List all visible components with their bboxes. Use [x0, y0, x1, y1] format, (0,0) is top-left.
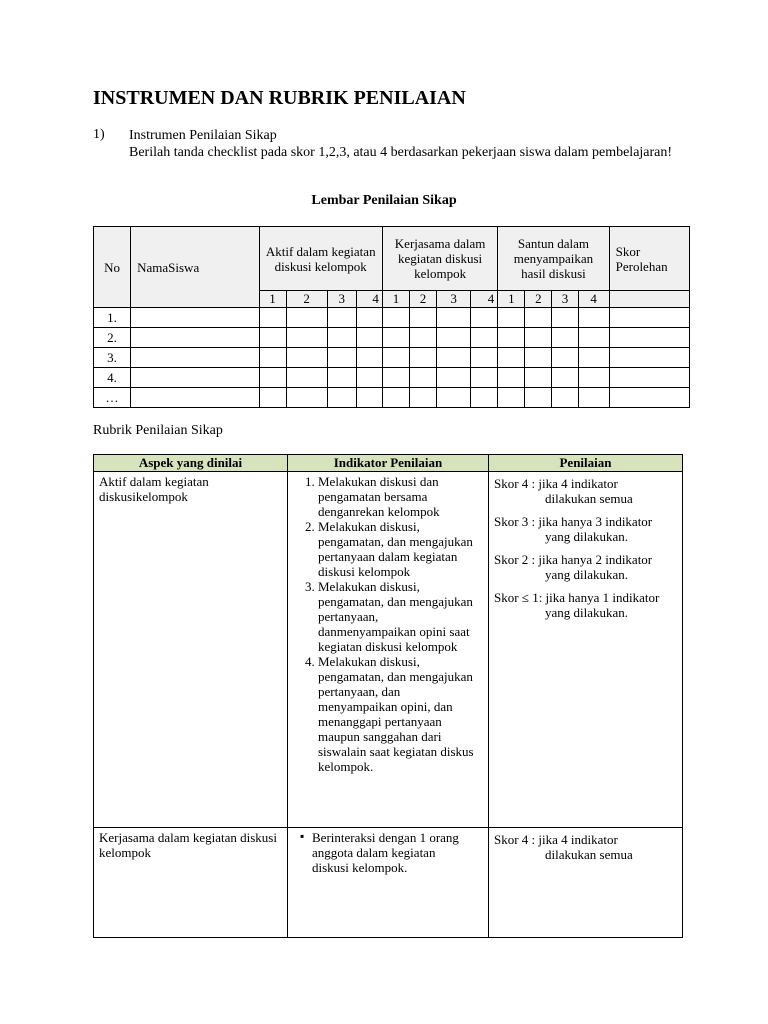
score-label: Skor ≤ 1: jika hanya 1 indikator	[494, 590, 660, 605]
rubric-scores	[489, 828, 683, 938]
score-checkbox-cell[interactable]	[259, 328, 286, 348]
rubric-indicators	[288, 472, 489, 828]
score-checkbox-cell[interactable]	[498, 328, 525, 348]
score-checkbox-cell[interactable]	[471, 348, 498, 368]
score-checkbox-cell[interactable]	[356, 368, 382, 388]
score-obtained-blank	[609, 291, 689, 308]
score-checkbox-cell[interactable]	[409, 348, 436, 368]
score-checkbox-cell[interactable]	[356, 308, 382, 328]
score-checkbox-cell[interactable]	[552, 388, 578, 408]
score-checkbox-cell[interactable]	[525, 328, 552, 348]
score-checkbox-cell[interactable]	[525, 348, 552, 368]
student-row	[94, 348, 690, 368]
header-score-obtained: Skor Perolehan	[609, 227, 689, 291]
score-checkbox-cell[interactable]	[471, 388, 498, 408]
score-label: Skor 4 : jika 4 indikator	[494, 832, 618, 847]
score-level-1: 1	[498, 291, 525, 308]
score-obtained-cell[interactable]	[609, 308, 689, 328]
score-checkbox-cell[interactable]	[437, 388, 471, 408]
section-number: 1)	[93, 127, 105, 142]
score-checkbox-cell[interactable]	[437, 308, 471, 328]
score-checkbox-cell[interactable]	[356, 388, 382, 408]
score-obtained-cell[interactable]	[609, 368, 689, 388]
score-checkbox-cell[interactable]	[382, 308, 409, 328]
score-checkbox-cell[interactable]	[327, 388, 356, 408]
score-checkbox-cell[interactable]	[259, 308, 286, 328]
score-checkbox-cell[interactable]	[525, 368, 552, 388]
score-entry	[494, 514, 677, 544]
score-checkbox-cell[interactable]	[382, 388, 409, 408]
score-checkbox-cell[interactable]	[286, 308, 327, 328]
section-instruction: Berilah tanda checklist pada skor 1,2,3, atau 4 berdasarkan pekerjaan siswa dalam pembelajaran!	[129, 145, 673, 160]
header-aspect-politeness: Santun dalam menyampaikan hasil diskusi	[498, 227, 609, 291]
section-heading: Instrumen Penilaian Sikap	[129, 128, 277, 143]
row-number: 3.	[94, 348, 131, 368]
header-indicator: Indikator Penilaian	[288, 455, 489, 472]
row-number: 4.	[94, 368, 131, 388]
score-checkbox-cell[interactable]	[259, 348, 286, 368]
score-checkbox-cell[interactable]	[437, 328, 471, 348]
score-label: Skor 4 : jika 4 indikator	[494, 476, 618, 491]
score-desc: dilakukan semua	[545, 847, 633, 862]
score-checkbox-cell[interactable]	[382, 328, 409, 348]
student-name-cell[interactable]	[131, 328, 259, 348]
score-checkbox-cell[interactable]	[327, 328, 356, 348]
score-desc: yang dilakukan.	[545, 529, 629, 544]
header-no: No	[94, 227, 131, 308]
score-checkbox-cell[interactable]	[578, 368, 609, 388]
score-desc: yang dilakukan.	[545, 605, 629, 620]
score-desc: dilakukan semua	[545, 491, 633, 506]
score-level-4: 4	[356, 291, 382, 308]
student-name-cell[interactable]	[131, 388, 259, 408]
score-checkbox-cell[interactable]	[525, 388, 552, 408]
score-entry	[494, 590, 677, 620]
document-title: INSTRUMEN DAN RUBRIK PENILAIAN	[93, 87, 466, 109]
score-checkbox-cell[interactable]	[259, 368, 286, 388]
score-level-1: 1	[382, 291, 409, 308]
row-number: …	[94, 388, 131, 408]
row-number: 2.	[94, 328, 131, 348]
score-level-3: 3	[327, 291, 356, 308]
rubric-table	[93, 454, 683, 938]
rubric-scores	[489, 472, 683, 828]
score-checkbox-cell[interactable]	[552, 348, 578, 368]
student-row	[94, 308, 690, 328]
student-name-cell[interactable]	[131, 348, 259, 368]
score-checkbox-cell[interactable]	[578, 388, 609, 408]
score-checkbox-cell[interactable]	[409, 308, 436, 328]
score-checkbox-cell[interactable]	[525, 308, 552, 328]
score-obtained-cell[interactable]	[609, 348, 689, 368]
score-checkbox-cell[interactable]	[471, 368, 498, 388]
score-entry	[494, 832, 677, 862]
header-student-name: NamaSiswa	[131, 227, 259, 308]
score-checkbox-cell[interactable]	[552, 308, 578, 328]
score-checkbox-cell[interactable]	[409, 388, 436, 408]
score-checkbox-cell[interactable]	[471, 328, 498, 348]
score-obtained-cell[interactable]	[609, 328, 689, 348]
indicator-item: 1. Melakukan diskusi dan pengamatan bersama denganrekan kelompok	[318, 474, 474, 519]
rubric-caption: Rubrik Penilaian Sikap	[93, 423, 223, 438]
rubric-aspect: Aktif dalam kegiatan diskusikelompok	[94, 472, 288, 828]
score-checkbox-cell[interactable]	[259, 388, 286, 408]
row-number: 1.	[94, 308, 131, 328]
score-checkbox-cell[interactable]	[382, 348, 409, 368]
score-level-4: 4	[471, 291, 498, 308]
score-checkbox-cell[interactable]	[356, 328, 382, 348]
score-label: Skor 3 : jika hanya 3 indikator	[494, 514, 653, 529]
score-checkbox-cell[interactable]	[578, 348, 609, 368]
indicator-item: 3. Melakukan diskusi, pengamatan, dan mengajukan pertanyaan, danmenyampaikan opini saat kegiatan diskusi kelompok	[318, 579, 474, 654]
indicator-item: 4. Melakukan diskusi, pengamatan, dan mengajukan pertanyaan, dan menyampaikan opini, dan menanggapi pertanyaan maupun sanggahan dari siswalain saat kegiatan diskus kelompok.	[318, 654, 474, 774]
rubric-row	[94, 828, 683, 938]
student-row	[94, 328, 690, 348]
score-checkbox-cell[interactable]	[552, 368, 578, 388]
score-level-4: 4	[578, 291, 609, 308]
score-entry	[494, 552, 677, 582]
score-checkbox-cell[interactable]	[327, 348, 356, 368]
score-level-1: 1	[259, 291, 286, 308]
score-level-3: 3	[437, 291, 471, 308]
score-checkbox-cell[interactable]	[471, 308, 498, 328]
score-checkbox-cell[interactable]	[286, 328, 327, 348]
student-name-cell[interactable]	[131, 368, 259, 388]
score-checkbox-cell[interactable]	[498, 348, 525, 368]
score-checkbox-cell[interactable]	[327, 368, 356, 388]
header-aspect-active: Aktif dalam kegiatan diskusi kelompok	[259, 227, 382, 291]
score-checkbox-cell[interactable]	[498, 388, 525, 408]
attitude-assessment-table	[93, 226, 690, 408]
score-level-2: 2	[409, 291, 436, 308]
rubric-aspect: Kerjasama dalam kegiatan diskusi kelompok	[94, 828, 288, 938]
student-row	[94, 368, 690, 388]
score-checkbox-cell[interactable]	[356, 348, 382, 368]
score-checkbox-cell[interactable]	[286, 388, 327, 408]
score-checkbox-cell[interactable]	[578, 328, 609, 348]
score-checkbox-cell[interactable]	[498, 368, 525, 388]
score-label: Skor 2 : jika hanya 2 indikator	[494, 552, 653, 567]
score-checkbox-cell[interactable]	[409, 368, 436, 388]
score-level-2: 2	[525, 291, 552, 308]
header-aspect-cooperation: Kerjasama dalam kegiatan diskusi kelompok	[382, 227, 497, 291]
score-checkbox-cell[interactable]	[437, 348, 471, 368]
sheet-title: Lembar Penilaian Sikap	[311, 193, 457, 208]
score-obtained-cell[interactable]	[609, 388, 689, 408]
student-row	[94, 388, 690, 408]
score-checkbox-cell[interactable]	[578, 308, 609, 328]
score-checkbox-cell[interactable]	[437, 368, 471, 388]
score-checkbox-cell[interactable]	[409, 328, 436, 348]
score-entry	[494, 476, 677, 506]
score-checkbox-cell[interactable]	[498, 308, 525, 328]
indicator-item: 2. Melakukan diskusi, pengamatan, dan mengajukan pertanyaan dalam kegiatan diskusi kelompok	[318, 519, 474, 579]
indicator-item: ▪ Berinteraksi dengan 1 orang anggota dalam kegiatan diskusi kelompok.	[312, 830, 474, 875]
score-level-2: 2	[286, 291, 327, 308]
score-checkbox-cell[interactable]	[286, 368, 327, 388]
score-checkbox-cell[interactable]	[382, 368, 409, 388]
rubric-indicators	[288, 828, 489, 938]
header-assessment: Penilaian	[489, 455, 683, 472]
score-checkbox-cell[interactable]	[286, 348, 327, 368]
header-aspect: Aspek yang dinilai	[94, 455, 288, 472]
score-checkbox-cell[interactable]	[327, 308, 356, 328]
score-level-3: 3	[552, 291, 578, 308]
rubric-row	[94, 472, 683, 828]
section-body	[129, 127, 689, 161]
score-desc: yang dilakukan.	[545, 567, 629, 582]
student-name-cell[interactable]	[131, 308, 259, 328]
score-checkbox-cell[interactable]	[552, 328, 578, 348]
